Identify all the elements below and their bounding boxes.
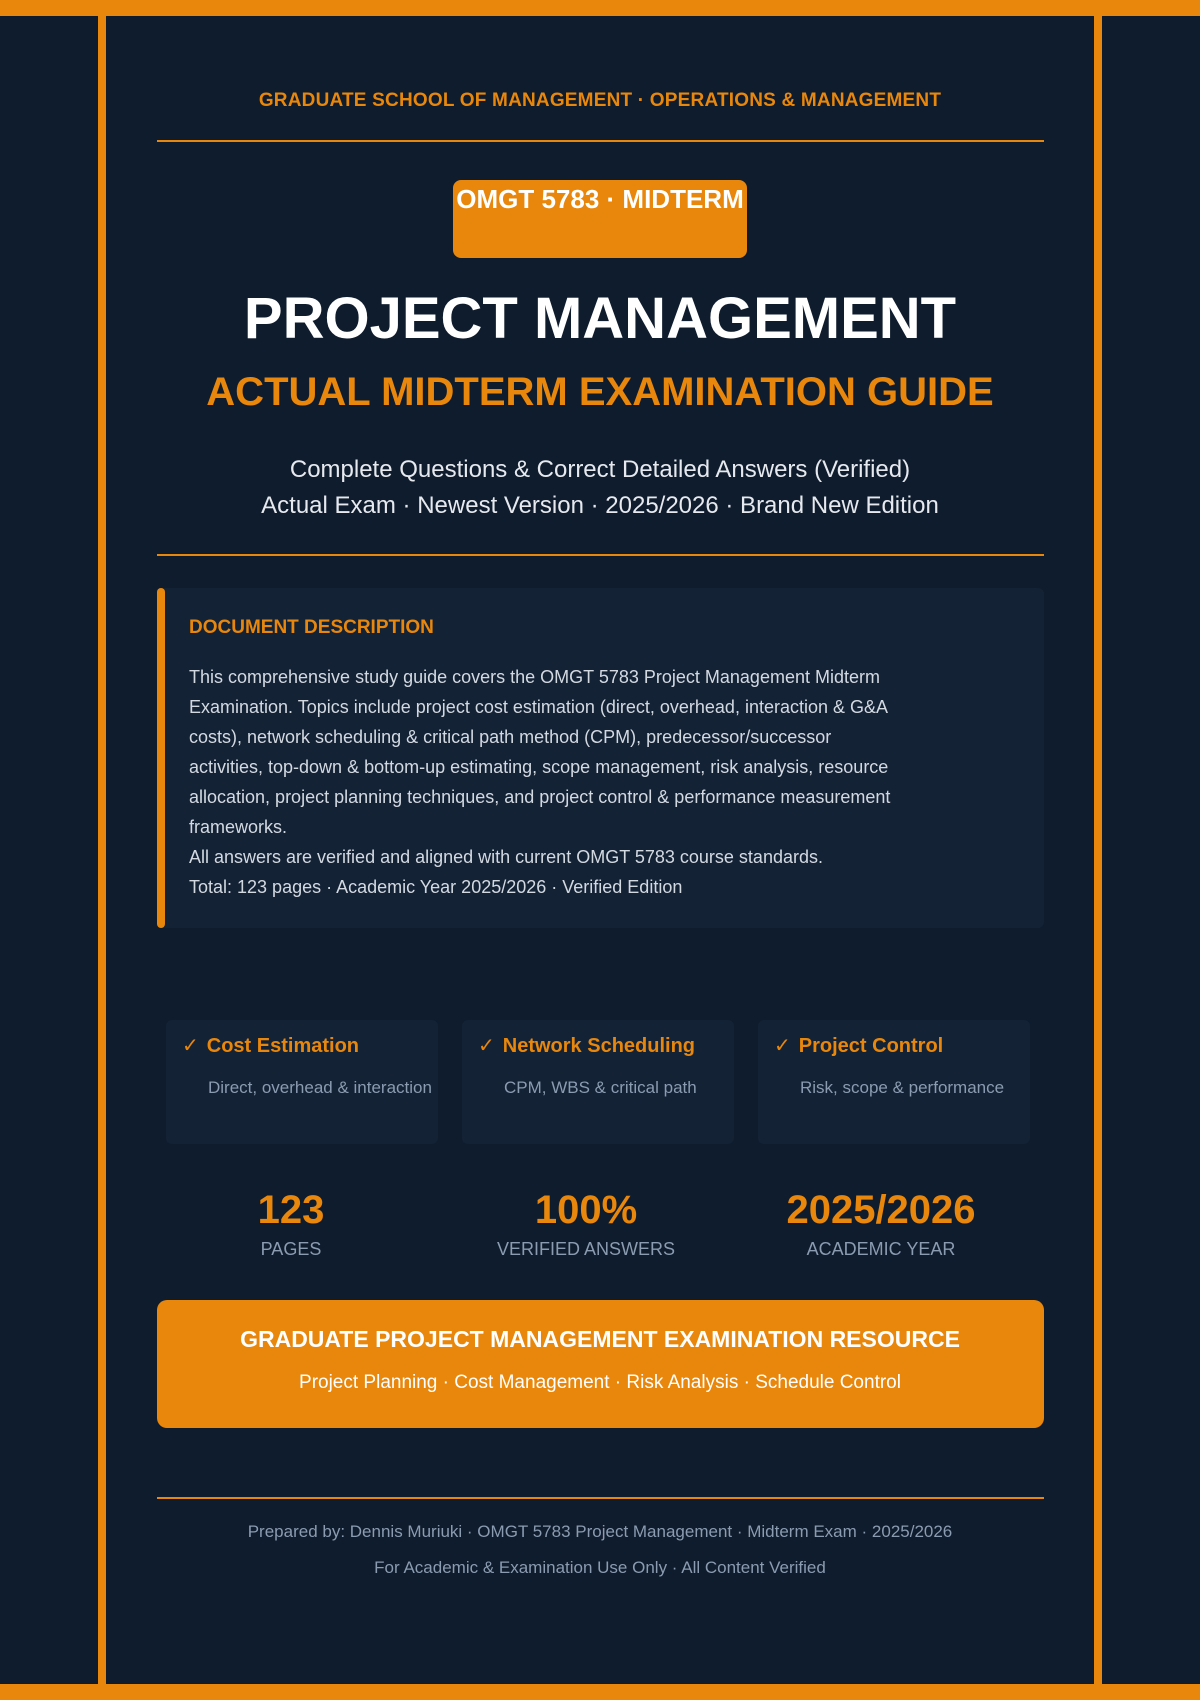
description-paragraph: This comprehensive study guide covers the OMGT 5783 Project Management Midterm Examination. Topics include project cost estimation (direct, overhead, interaction & G&A costs), network scheduling & critical path method (CPM), predecessor/successor activities, top-down & bottom-up estimating, scope management, risk analysis, resource allocation, project planning techniques, and project control & performance measurement frameworks. [189,667,891,837]
stat-label: ACADEMIC YEAR [806,1239,956,1259]
topic-card-project-control [758,1020,1030,1144]
stat-label: VERIFIED ANSWERS [496,1239,676,1259]
stat-label: PAGES [260,1239,322,1259]
topic-card-network-scheduling [462,1020,734,1144]
course-badge-label: OMGT 5783 · MIDTERM [456,184,744,214]
footer-divider [157,1497,1044,1499]
topic-subtitle: Risk, scope & performance [800,1078,1005,1097]
frame-top-border [0,0,1200,16]
description-total-line: Total: 123 pages · Academic Year 2025/2026 · Verified Edition [189,877,683,897]
middle-divider [157,554,1044,556]
top-divider [157,140,1044,142]
resource-banner [157,1300,1044,1428]
tagline-1: Complete Questions & Correct Detailed Answers (Verified) [289,456,911,483]
footer-notice: For Academic & Examination Use Only · All Content Verified [374,1558,826,1577]
topic-title: Project Control [798,1035,944,1057]
topic-subtitle: CPM, WBS & critical path [504,1078,697,1097]
school-line: GRADUATE SCHOOL OF MANAGEMENT · OPERATIONS & MANAGEMENT [258,90,942,111]
description-body [189,662,909,902]
frame-right-border [1094,16,1102,1684]
tagline-2: Actual Exam · Newest Version · 2025/2026 · Brand New Edition [261,492,939,519]
description-accent-bar [157,588,165,928]
check-icon: ✓ [774,1035,791,1057]
banner-title: GRADUATE PROJECT MANAGEMENT EXAMINATION RESOURCE [240,1326,960,1352]
stat-verified-answers [436,1188,736,1260]
page-title: PROJECT MANAGEMENT [243,286,957,351]
topic-card-cost-estimation [166,1020,438,1144]
check-icon: ✓ [478,1035,495,1057]
banner-subtitle: Project Planning · Cost Management · Risk Analysis · Schedule Control [299,1372,901,1393]
topic-title: Cost Estimation [206,1035,360,1057]
stat-value: 123 [257,1188,325,1232]
stat-pages [141,1188,441,1260]
topic-subtitle: Direct, overhead & interaction [208,1078,432,1097]
frame-bottom-border [0,1684,1200,1700]
stat-academic-year [731,1188,1031,1260]
check-icon: ✓ [182,1035,199,1057]
footer-credit: Prepared by: Dennis Muriuki · OMGT 5783 Project Management · Midterm Exam · 2025/2026 [247,1522,953,1541]
topic-title: Network Scheduling [502,1035,696,1057]
stat-value: 2025/2026 [786,1188,976,1232]
description-verified-line: All answers are verified and aligned with current OMGT 5783 course standards. [189,847,823,867]
stat-value: 100% [534,1188,638,1232]
frame-left-border [98,16,106,1684]
description-heading: DOCUMENT DESCRIPTION [189,617,434,638]
page-subtitle: ACTUAL MIDTERM EXAMINATION GUIDE [206,370,994,414]
